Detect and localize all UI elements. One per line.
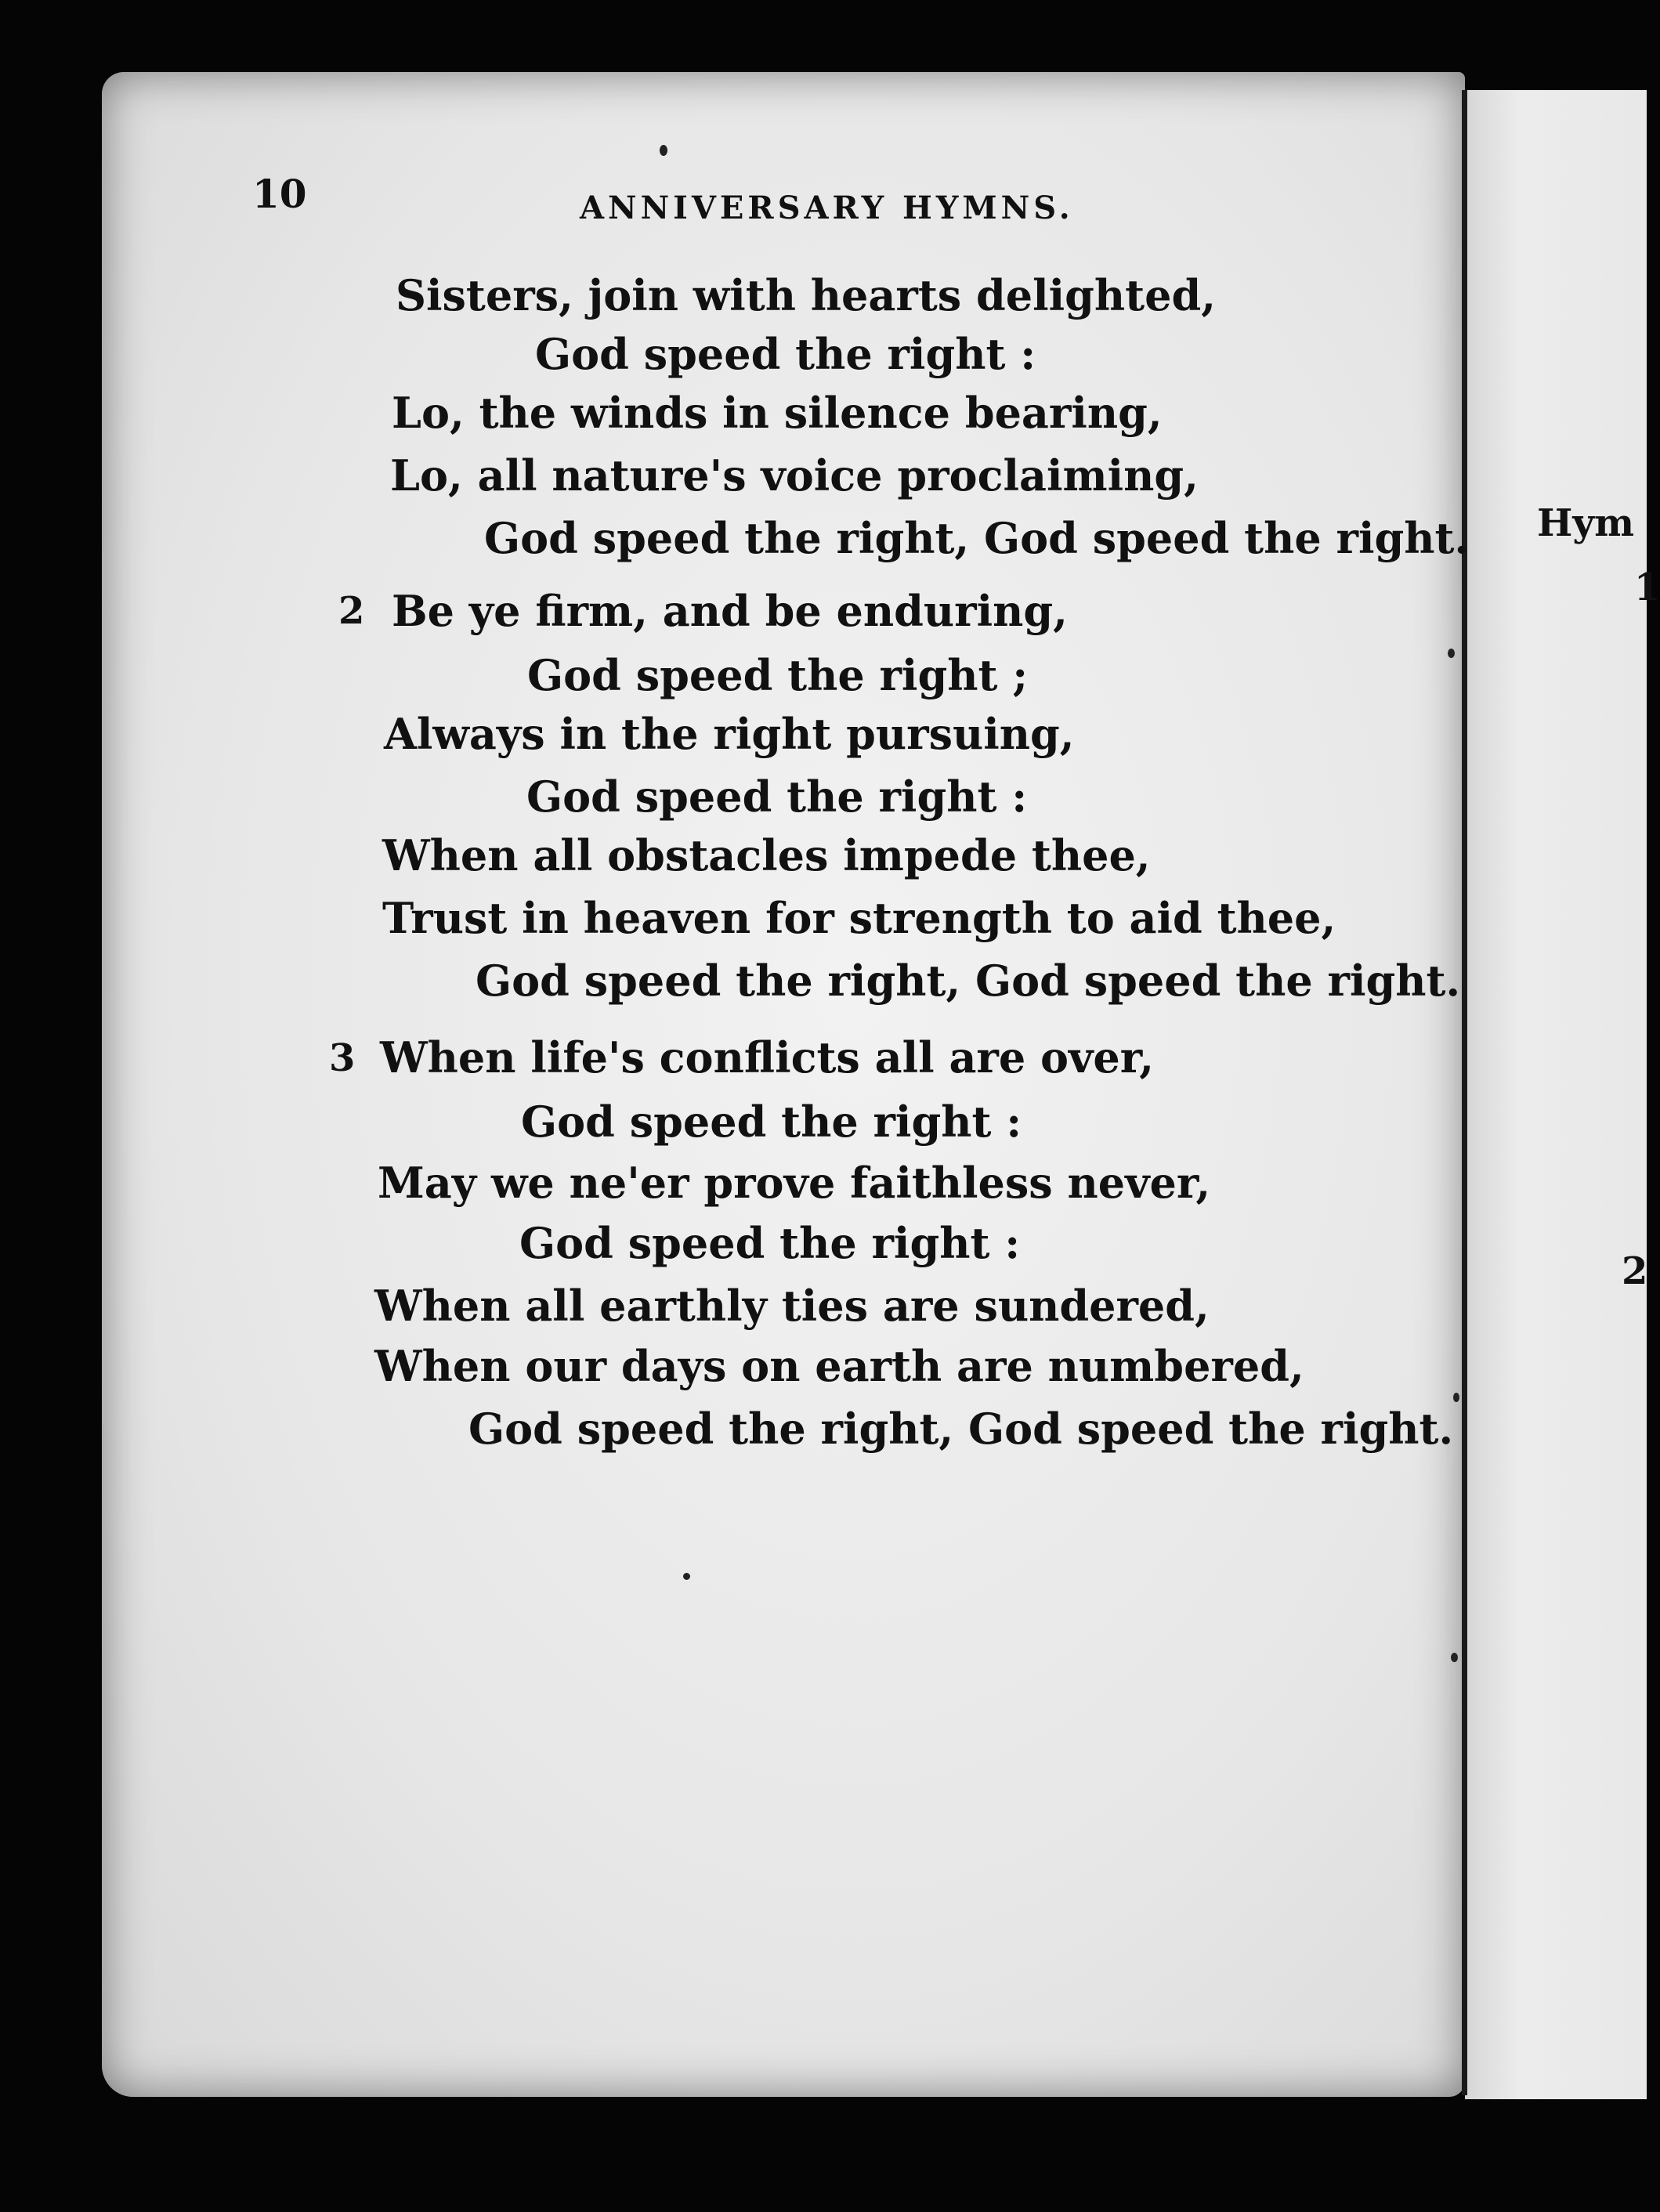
verse-line: Be ye firm, and be enduring, [392, 586, 1068, 636]
facing-number-fragment: 1 [1634, 566, 1660, 609]
running-head: ANNIVERSARY HYMNS. [580, 190, 1074, 226]
verse-number: 2 [338, 589, 365, 633]
verse-line: When all earthly ties are sundered, [374, 1281, 1210, 1331]
verse-line: God speed the right, God speed the right. [468, 1404, 1454, 1454]
verse-line: When life's conflicts all are over, [380, 1032, 1155, 1083]
page-gutter [1462, 90, 1467, 2095]
scan-speck [683, 1573, 690, 1580]
verse-line: God speed the right ; [527, 650, 1029, 700]
verse-line: Lo, all nature's voice proclaiming, [390, 450, 1199, 501]
verse-line: When our days on earth are numbered, [374, 1341, 1304, 1391]
facing-page [1465, 90, 1647, 2099]
verse-line: Always in the right pursuing, [384, 709, 1075, 759]
verse-line: God speed the right, God speed the right. [484, 513, 1470, 563]
verse-line: Sisters, join with hearts delighted, [396, 270, 1217, 320]
verse-line: God speed the right : [526, 772, 1028, 822]
scan-speck [1448, 649, 1455, 658]
verse-line: Trust in heaven for strength to aid thee, [382, 893, 1336, 943]
scan-speck [660, 145, 667, 156]
facing-heading-fragment: Hym [1537, 501, 1635, 545]
verse-line: God speed the right : [521, 1097, 1022, 1147]
page-number: 10 [252, 171, 307, 217]
scan-speck [1453, 1393, 1459, 1402]
verse-line: God speed the right : [519, 1218, 1021, 1268]
verse-line: God speed the right, God speed the right. [476, 956, 1461, 1006]
verse-line: Lo, the winds in silence bearing, [392, 388, 1163, 438]
verse-line: May we ne'er prove faithless never, [378, 1158, 1211, 1208]
verse-number: 3 [329, 1036, 356, 1080]
facing-number-fragment: 2 [1622, 1249, 1648, 1293]
verse-line: God speed the right : [535, 329, 1036, 379]
verse-line: When all obstacles impede thee, [382, 830, 1151, 880]
scan-speck [1451, 1653, 1458, 1662]
